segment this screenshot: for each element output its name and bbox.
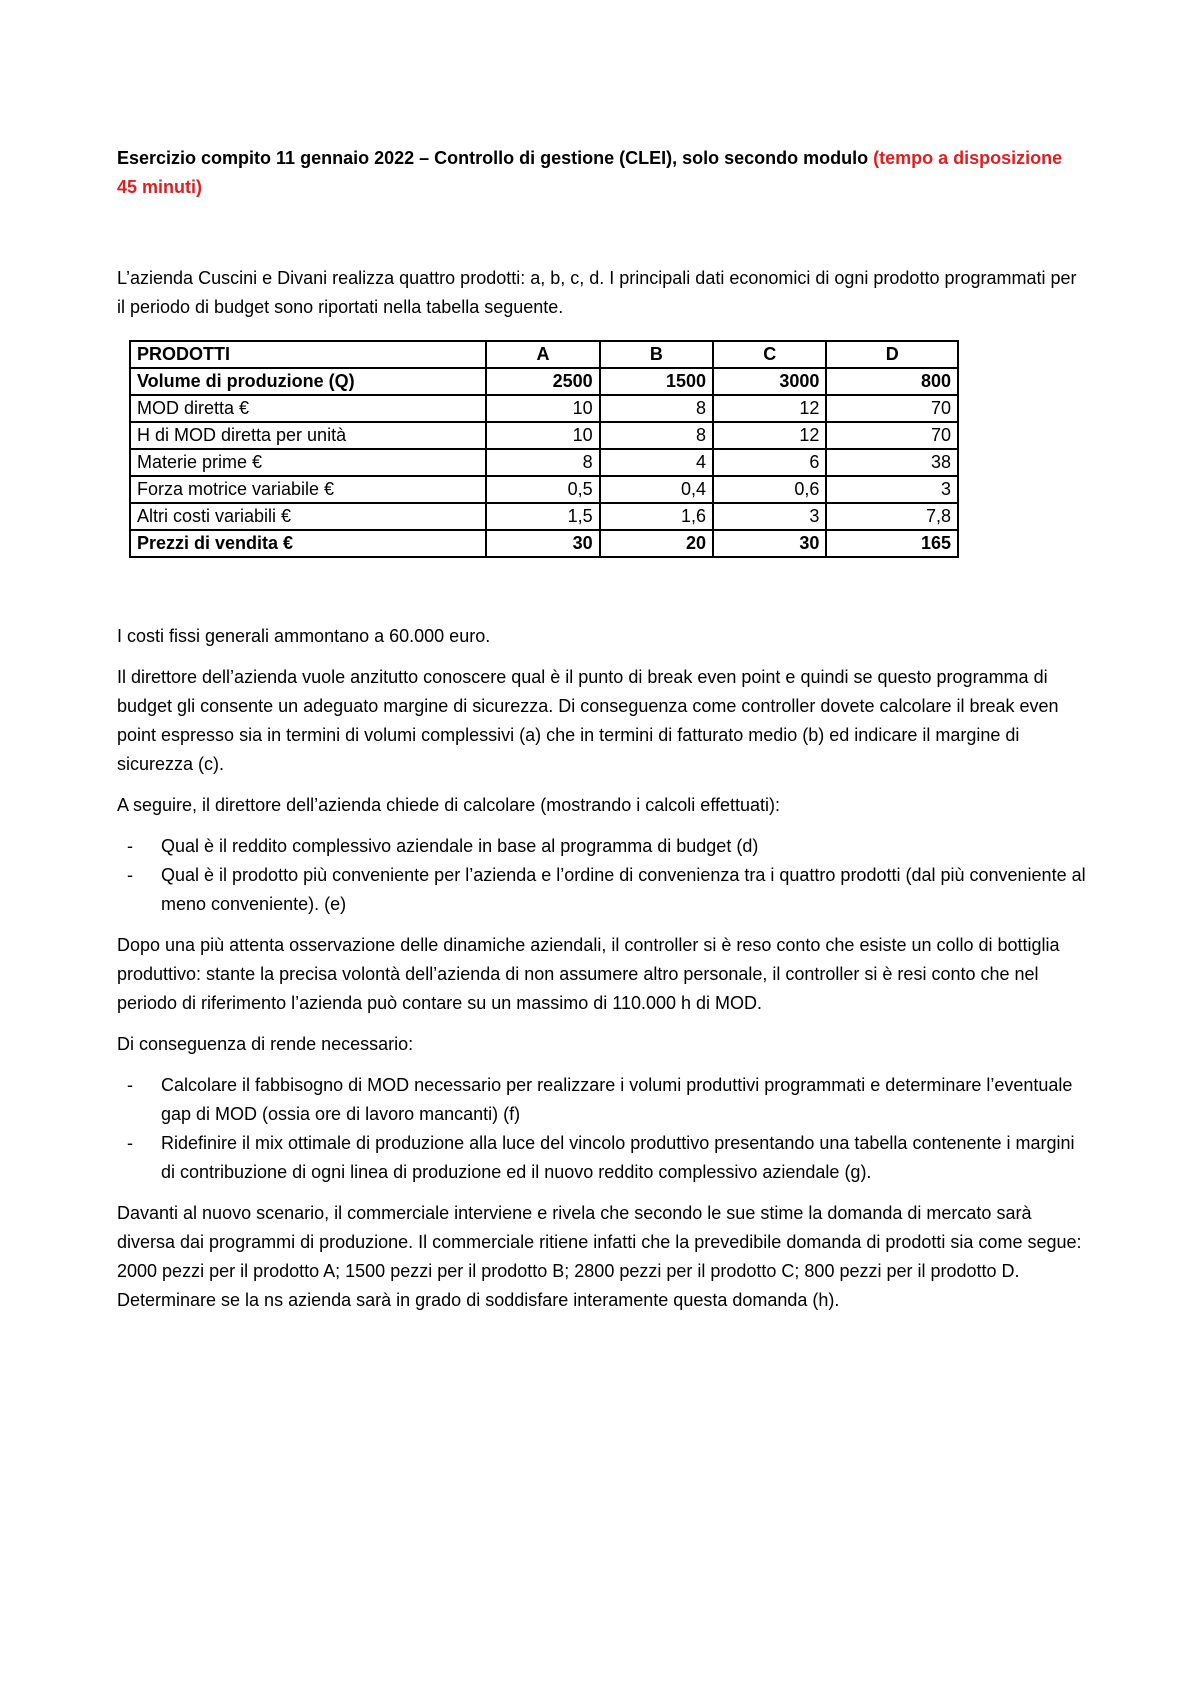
- cell-value: 0,6: [713, 476, 826, 503]
- exercise-title: [117, 144, 1077, 202]
- header-cell: A: [486, 341, 599, 368]
- cell-value: 70: [826, 395, 958, 422]
- question-list-1: [117, 832, 1087, 919]
- title-main: Esercizio compito 11 gennaio 2022 – Controllo di gestione (CLEI), solo secondo modulo: [117, 148, 874, 168]
- row-label: MOD diretta €: [130, 395, 486, 422]
- list-item: - Qual è il prodotto più conveniente per l’azienda e l’ordine di convenienza tra i quattro prodotti (dal più conveniente al meno conveniente). (e): [117, 861, 1087, 919]
- table-row: [130, 449, 958, 476]
- row-label: Materie prime €: [130, 449, 486, 476]
- consequence-paragraph: Di conseguenza di rende necessario:: [117, 1034, 414, 1054]
- row-label: H di MOD diretta per unità: [130, 422, 486, 449]
- cell-value: 70: [826, 422, 958, 449]
- cell-value: 165: [826, 530, 958, 557]
- cell-value: 1,5: [486, 503, 599, 530]
- list-item: - Ridefinire il mix ottimale di produzione alla luce del vincolo produttivo presentando una tabella contenente i margini di contribuzione di ogni linea di produzione ed il nuovo reddito complessivo aziendale (g).: [117, 1129, 1087, 1187]
- table-row: [130, 503, 958, 530]
- cell-value: 20: [600, 530, 713, 557]
- cell-value: 8: [486, 449, 599, 476]
- fixed-costs-paragraph: I costi fissi generali ammontano a 60.000 euro.: [117, 626, 491, 646]
- intro-paragraph: L’azienda Cuscini e Divani realizza quattro prodotti: a, b, c, d. I principali dati economici di ogni prodotto programmati per il periodo di budget sono riportati nella tabella seguente.: [117, 268, 1077, 317]
- table-header-row: [130, 341, 958, 368]
- cell-value: 4: [600, 449, 713, 476]
- row-label: Volume di produzione (Q): [130, 368, 486, 395]
- cell-value: 12: [713, 422, 826, 449]
- cell-value: 3: [826, 476, 958, 503]
- table-row: [130, 422, 958, 449]
- cell-value: 10: [486, 422, 599, 449]
- cell-value: 800: [826, 368, 958, 395]
- cell-value: 30: [713, 530, 826, 557]
- cell-value: 8: [600, 395, 713, 422]
- list-item: - Qual è il reddito complessivo aziendale in base al programma di budget (d): [117, 832, 1087, 861]
- cell-value: 6: [713, 449, 826, 476]
- cell-value: 0,5: [486, 476, 599, 503]
- cell-value: 1500: [600, 368, 713, 395]
- commercial-paragraph: Davanti al nuovo scenario, il commerciale interviene e rivela che secondo le sue stime la domanda di mercato sarà diversa dai programmi di produzione. Il commerciale ritiene infatti che la prevedibile domanda di prodotti sia come segue: 2000 pezzi per il prodotto A; 1500 pezzi per il prodotto B; 2800 pezzi per il prodotto C; 800 pezzi per il prodotto D. Determinare se la ns azienda sarà in grado di soddisfare interamente questa domanda (h).: [117, 1203, 1082, 1310]
- table-row: [130, 530, 958, 557]
- cell-value: 10: [486, 395, 599, 422]
- header-cell: PRODOTTI: [130, 341, 486, 368]
- cell-value: 1,6: [600, 503, 713, 530]
- table-row: [130, 368, 958, 395]
- follow-up-paragraph: A seguire, il direttore dell’azienda chiede di calcolare (mostrando i calcoli effettuati):: [117, 795, 781, 815]
- header-cell: D: [826, 341, 958, 368]
- question-list-2: [117, 1071, 1087, 1187]
- cell-value: 30: [486, 530, 599, 557]
- bottleneck-paragraph: Dopo una più attenta osservazione delle dinamiche aziendali, il controller si è reso conto che esiste un collo di bottiglia produttivo: stante la precisa volontà dell’azienda di non assumere altro personale, il controller si è resi conto che nel periodo di riferimento l’azienda può contare su un massimo di 110.000 h di MOD.: [117, 935, 1060, 1013]
- cell-value: 7,8: [826, 503, 958, 530]
- product-data-table: [129, 340, 959, 558]
- list-item: - Calcolare il fabbisogno di MOD necessario per realizzare i volumi produttivi programmati e determinare l’eventuale gap di MOD (ossia ore di lavoro mancanti) (f): [117, 1071, 1087, 1129]
- cell-value: 2500: [486, 368, 599, 395]
- cell-value: 12: [713, 395, 826, 422]
- cell-value: 8: [600, 422, 713, 449]
- row-label: Altri costi variabili €: [130, 503, 486, 530]
- table-row: [130, 395, 958, 422]
- cell-value: 0,4: [600, 476, 713, 503]
- cell-value: 38: [826, 449, 958, 476]
- header-cell: C: [713, 341, 826, 368]
- title-time-limit: (tempo a disposizione 45 minuti): [117, 148, 1063, 197]
- row-label: Prezzi di vendita €: [130, 530, 486, 557]
- row-label: Forza motrice variabile €: [130, 476, 486, 503]
- exercise-body: [117, 622, 1087, 1327]
- cell-value: 3000: [713, 368, 826, 395]
- header-cell: B: [600, 341, 713, 368]
- table-row: [130, 476, 958, 503]
- cell-value: 3: [713, 503, 826, 530]
- director-paragraph: Il direttore dell’azienda vuole anzitutto conoscere qual è il punto di break even point e quindi se questo programma di budget gli consente un adeguato margine di sicurezza. Di conseguenza come controller dovete calcolare il break even point espresso sia in termini di volumi complessivi (a) che in termini di fatturato medio (b) ed indicare il margine di sicurezza (c).: [117, 667, 1059, 774]
